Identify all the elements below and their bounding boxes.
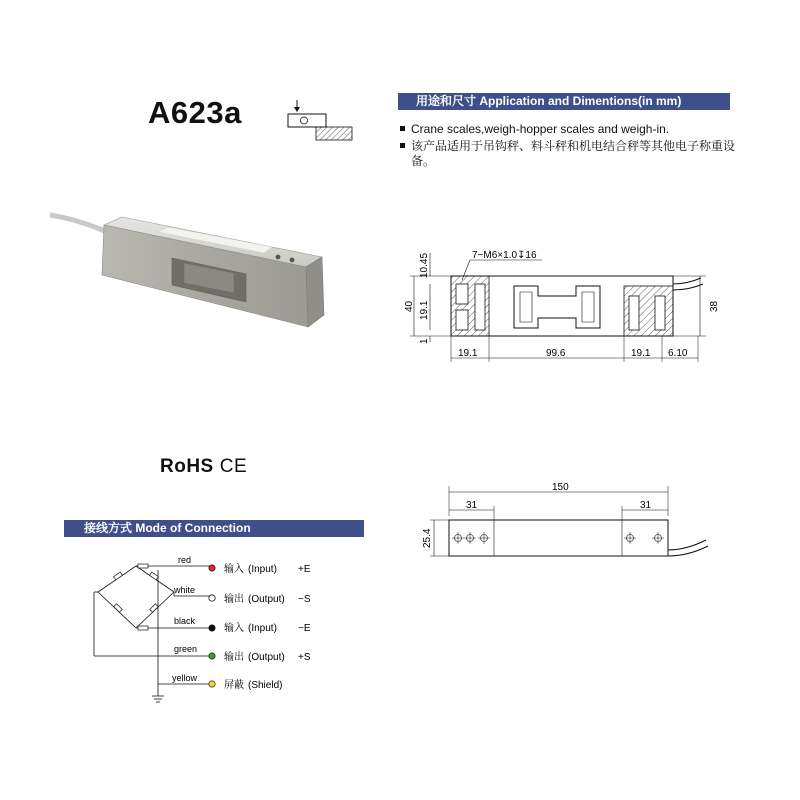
function-cn-green: 输出 <box>224 652 244 663</box>
mounting-symbol-icon <box>286 100 356 145</box>
function-cn-white: 输出 <box>224 594 244 605</box>
side-view-drawing <box>392 238 722 373</box>
sign-red: +E <box>298 564 311 575</box>
application-item <box>400 122 740 137</box>
function-cn-red: 输入 <box>224 564 244 575</box>
terminal-green-icon <box>209 653 215 659</box>
dim-19-1-right: 19.1 <box>631 348 651 359</box>
function-cn-yellow: 屏蔽 <box>224 680 244 691</box>
application-list <box>400 122 740 171</box>
dim-40: 40 <box>404 300 415 312</box>
bullet-icon <box>400 143 405 148</box>
ce-mark: CE <box>219 456 248 477</box>
application-item-text: Crane scales,weigh-hopper scales and weigh-in. <box>411 122 670 136</box>
thread-callout: 7−M6×1.0↧16 <box>472 250 537 261</box>
wire-label-green: green <box>174 644 198 654</box>
application-item-text: 该产品适用于吊钩秤、料斗秤和机电结合秤等其他电子称重设备。 <box>411 139 736 168</box>
dim-150: 150 <box>552 482 569 493</box>
terminal-yellow-icon <box>209 681 215 687</box>
load-cell-photo <box>50 195 340 335</box>
function-en-white: (Output) <box>248 594 285 605</box>
wire-label-white: white <box>174 585 196 595</box>
model-title: A623a <box>148 95 242 130</box>
dim-19-1-vertical: 19.1 <box>419 300 430 320</box>
dim-10-45: 10.45 <box>419 252 430 278</box>
top-view-drawing <box>412 480 712 570</box>
function-en-yellow: (Shield) <box>248 680 283 691</box>
dim-25-4: 25.4 <box>422 528 433 548</box>
terminal-white-icon <box>209 595 215 601</box>
wire-label-yellow: yellow <box>172 673 198 683</box>
dim-19-1-left: 19.1 <box>458 348 478 359</box>
terminal-red-icon <box>209 565 215 571</box>
function-cn-black: 输入 <box>224 623 244 634</box>
dim-38: 38 <box>709 300 720 312</box>
wiring-diagram <box>88 550 348 710</box>
sign-black: −E <box>298 623 311 634</box>
sign-white: −S <box>298 594 311 605</box>
function-en-green: (Output) <box>248 652 285 663</box>
certification-marks <box>160 456 247 478</box>
application-header: 用途和尺寸 Application and Dimentions(in mm) <box>398 93 730 110</box>
function-en-black: (Input) <box>248 623 277 634</box>
wire-label-black: black <box>174 616 196 626</box>
dim-31-right: 31 <box>640 500 652 511</box>
sign-green: +S <box>298 652 311 663</box>
dim-1: 1 <box>419 338 430 344</box>
connection-header: 接线方式 Mode of Connection <box>64 520 364 537</box>
terminal-black-icon <box>209 625 215 631</box>
dim-99-6: 99.6 <box>546 348 566 359</box>
dim-31-left: 31 <box>466 500 478 511</box>
bullet-icon <box>400 126 405 131</box>
application-item <box>400 139 736 169</box>
wire-label-red: red <box>178 555 192 565</box>
dim-6-10: 6.10 <box>668 348 688 359</box>
rohs-mark: RoHS <box>160 456 214 477</box>
function-en-red: (Input) <box>248 564 277 575</box>
